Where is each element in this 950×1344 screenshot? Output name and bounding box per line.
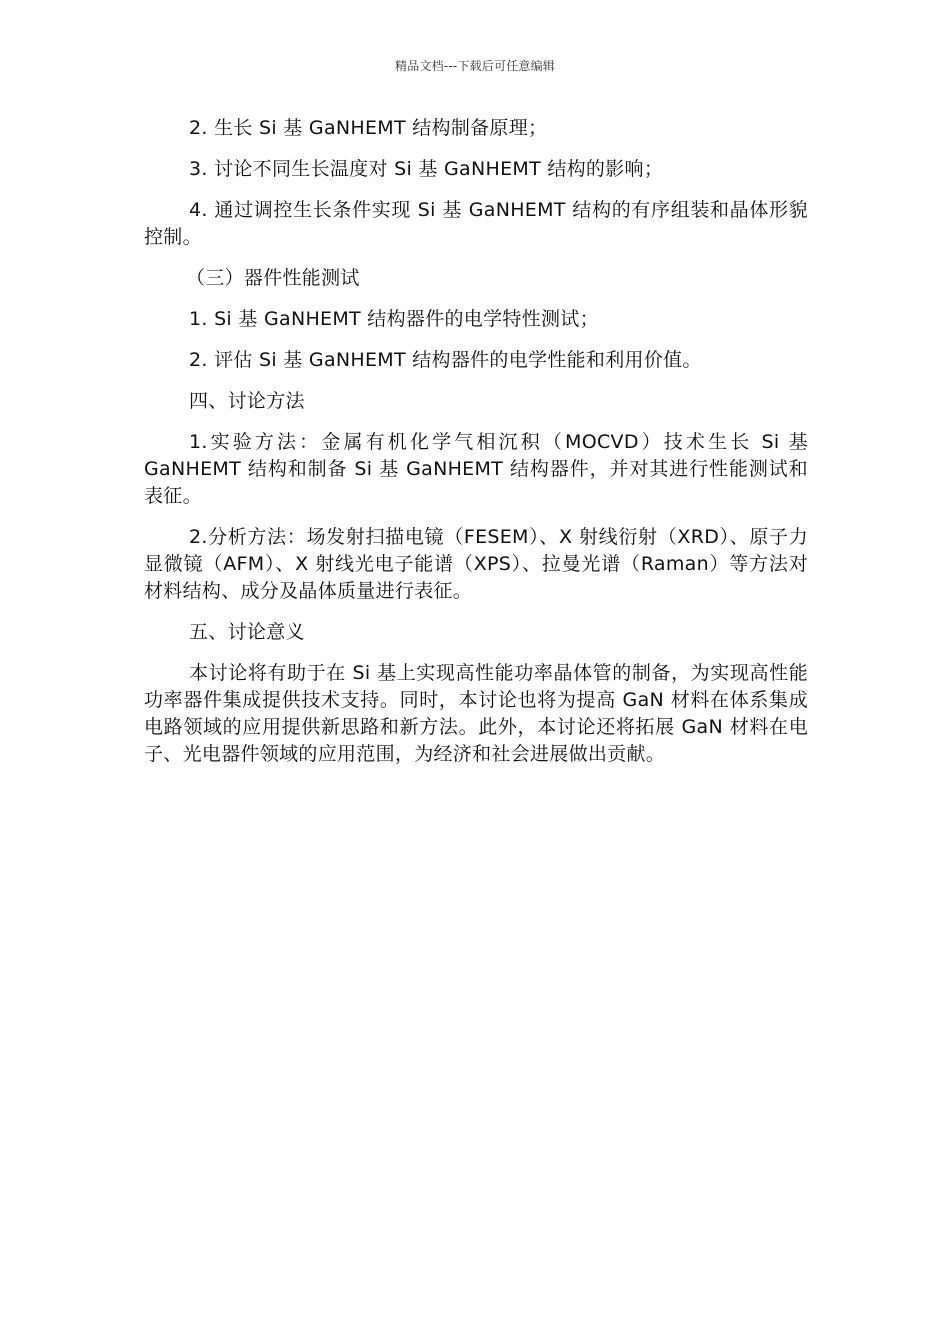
list-item-electrical-test: 1. Si 基 GaNHEMT 结构器件的电学特性测试；: [189, 308, 599, 330]
list-item-growth-principle: 2. 生长 Si 基 GaNHEMT 结构制备原理；: [189, 117, 548, 139]
list-item-performance-evaluation: 2. 评估 Si 基 GaNHEMT 结构器件的电学性能和利用价值。: [189, 349, 702, 371]
paragraph-analysis-method: 2.分析方法：场发射扫描电镜（FESEM）、X 射线衍射（XRD）、原子力显微镜（AFM）、X 射线光电子能谱（XPS）、拉曼光谱（Raman）等方法对材料结构、成分及晶体质量进行表征。: [144, 526, 808, 602]
list-item-growth-control: 4. 通过调控生长条件实现 Si 基 GaNHEMT 结构的有序组装和晶体形貌控制。: [144, 199, 808, 248]
section-heading-device-testing: （三）器件性能测试: [186, 267, 360, 289]
page-header: 精品文档---下载后可任意编辑: [395, 59, 555, 73]
paragraph-experimental-method: 1.实验方法：金属有机化学气相沉积（MOCVD）技术生长 Si 基 GaNHEMT 结构和制备 Si 基 GaNHEMT 结构器件，并对其进行性能测试和表征。: [144, 431, 808, 507]
list-item-growth-temperature: 3. 讨论不同生长温度对 Si 基 GaNHEMT 结构的影响；: [189, 158, 664, 180]
document-body: [144, 115, 808, 782]
section-heading-methods: 四、讨论方法: [189, 390, 305, 412]
paragraph-significance: 本讨论将有助于在 Si 基上实现高性能功率晶体管的制备，为实现高性能功率器件集成提供技术支持。同时，本讨论也将为提高 GaN 材料在体系集成电路领域的应用提供新思路和新方法。此外，本讨论还将拓展 GaN 材料在电子、光电器件领域的应用范围，为经济和社会进展做出贡献。: [144, 662, 808, 765]
section-heading-significance: 五、讨论意义: [189, 621, 305, 643]
